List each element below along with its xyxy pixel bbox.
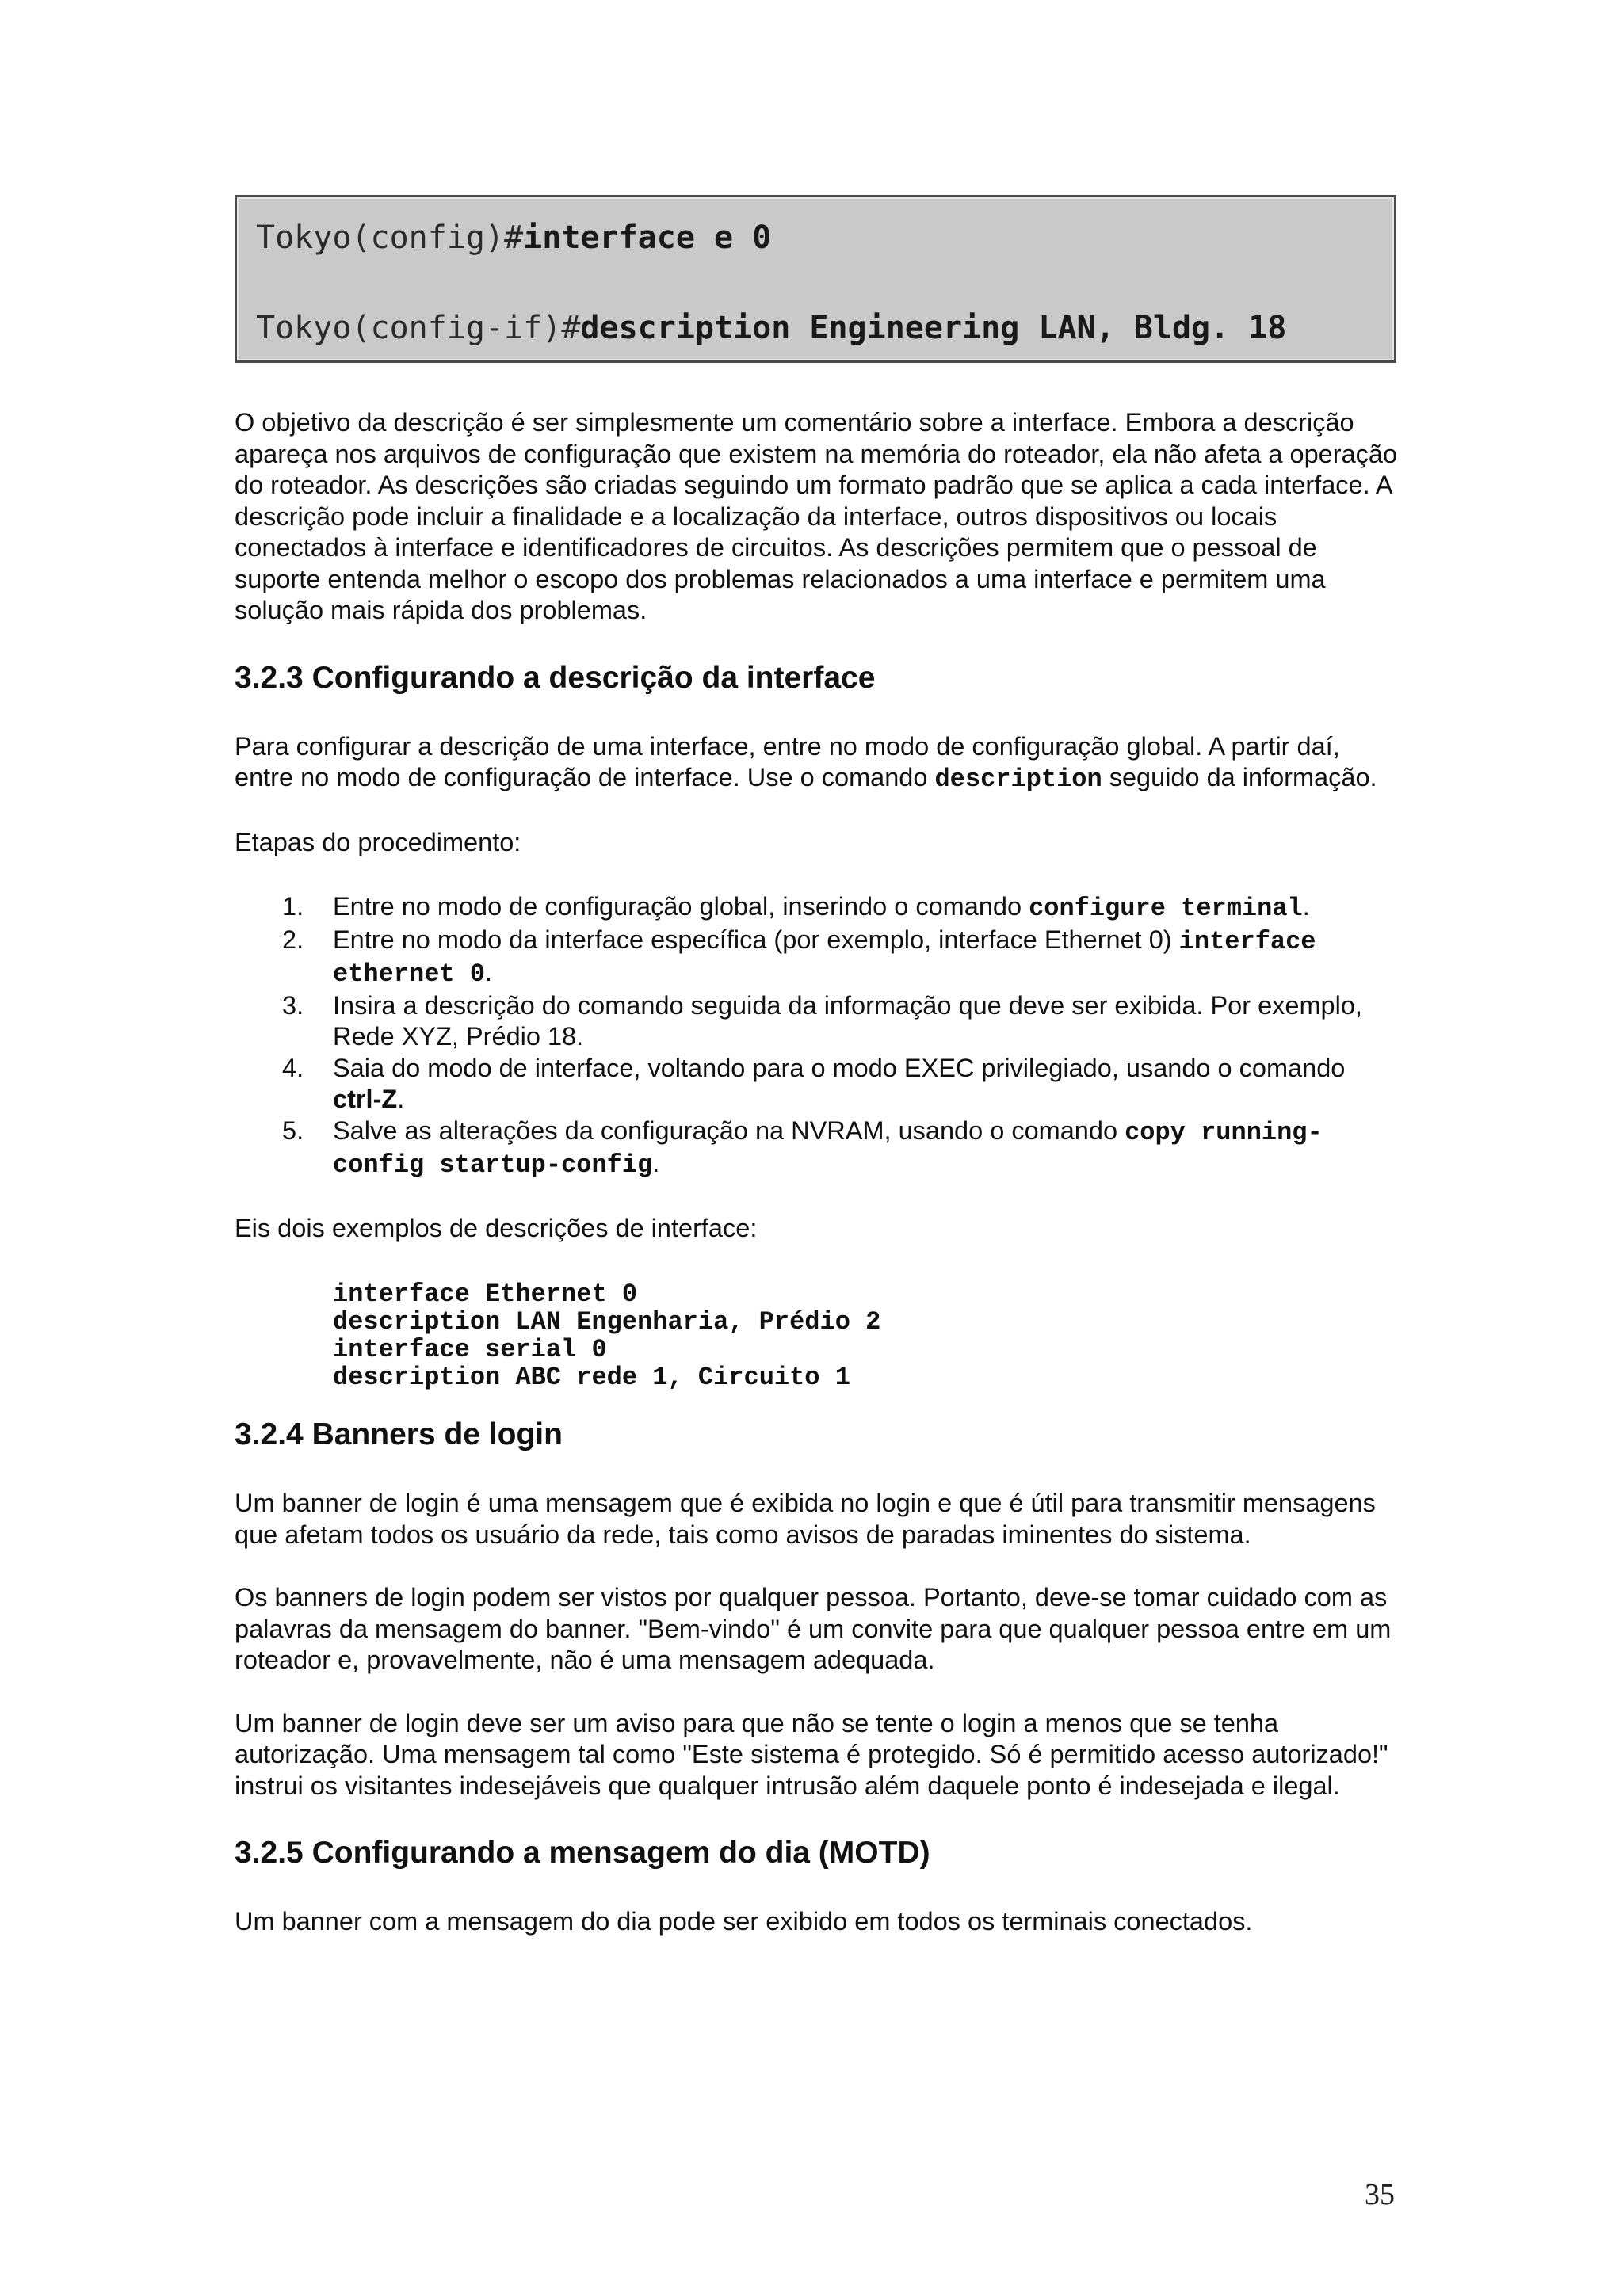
inline-command: description [934,765,1102,794]
section-heading-3-2-3: 3.2.3 Configurando a descrição da interface [235,660,876,695]
paragraph-banner-warning: Um banner de login deve ser um aviso para que não se tente o login a menos que se tenha autorização. Uma mensagem tal como "Este sistema é protegido. Só é permitido acesso autorizado!" instrui os visitantes indesejáveis que qualquer intrusão além daquele ponto é indesejada e ilegal. [235,1708,1388,1800]
list-item [235,1116,1400,1181]
code-line: description ABC rede 1, Circuito 1 [333,1363,850,1392]
step-number: 4. [282,1053,304,1082]
step-text: . [1302,892,1310,921]
console-line-2 [256,305,1375,351]
code-line: interface Ethernet 0 [333,1280,638,1309]
step-text: . [652,1149,660,1177]
console-command: description Engineering LAN, Bldg. 18 [580,310,1287,346]
console-example-box [235,195,1396,363]
step-number: 5. [282,1116,304,1145]
step-text: Entre no modo de configuração global, inserindo o comando [333,892,1029,921]
list-item [235,1053,1400,1116]
paragraph-configure-description [235,731,1400,795]
step-number: 2. [282,925,304,954]
procedure-steps-list [235,891,1400,1181]
section-heading-3-2-5: 3.2.5 Configurando a mensagem do dia (MOTD) [235,1836,930,1870]
inline-keystroke: ctrl-Z [333,1085,398,1113]
paragraph-text: Para configurar a descrição de uma interface, entre no modo de configuração global. A partir daí, entre no modo de configuração de interface. Use o comando [235,731,1340,791]
list-item [235,925,1400,990]
list-item [235,990,1400,1053]
section-heading-3-2-4: 3.2.4 Banners de login [235,1417,563,1451]
console-prompt: Tokyo(config)# [256,219,524,256]
step-text: . [485,958,493,986]
examples-intro: Eis dois exemplos de descrições de interface: [235,1213,758,1242]
step-number: 1. [282,892,304,921]
intro-paragraph: O objetivo da descrição é ser simplesmente um comentário sobre a interface. Embora a descrição apareça nos arquivos de configuração que existem na memória do roteador, ela não afeta a operação do roteador. As descrições são criadas seguindo um formato padrão que se aplica a cada interface. A descrição pode incluir a finalidade e a localização da interface, outros dispositivos ou locais conectados à interface e identificadores de circuitos. As descrições permitem que o pessoal de suporte entenda melhor o escopo dos problemas relacionados a uma interface e permitem uma solução mais rápida dos problemas. [235,408,1398,624]
code-line: description LAN Engenharia, Prédio 2 [333,1307,881,1337]
inline-command: configure terminal [1029,894,1303,923]
step-text: Saia do modo de interface, voltando para o modo EXEC privilegiado, usando o comando [333,1053,1346,1082]
code-line: interface serial 0 [333,1335,607,1364]
code-example-block [333,1280,1400,1391]
paragraph-banner-definition: Um banner de login é uma mensagem que é exibida no login e que é útil para transmitir mensagens que afetam todos os usuário da rede, tais como avisos de paradas iminentes do sistema. [235,1489,1376,1549]
paragraph-text: seguido da informação. [1102,763,1377,791]
document-page [235,195,1400,1938]
list-item [235,891,1400,925]
steps-intro: Etapas do procedimento: [235,827,521,856]
step-text: . [397,1085,405,1113]
step-text: Insira a descrição do comando seguida da informação que deve ser exibida. Por exemplo, Rede XYZ, Prédio 18. [333,990,1362,1051]
console-command: interface e 0 [523,219,772,256]
console-line-1 [256,215,1375,261]
inline-command: interface ethernet 0 [333,926,1316,989]
console-prompt: Tokyo(config-if)# [256,310,581,346]
step-text: Salve as alterações da configuração na NVRAM, usando o comando [333,1116,1125,1145]
paragraph-banner-caution: Os banners de login podem ser vistos por qualquer pessoa. Portanto, deve-se tomar cuidado com as palavras da mensagem do banner. "Bem-vindo" é um convite para que qualquer pessoa entre em um roteador e, provavelmente, não é uma mensagem adequada. [235,1583,1392,1674]
step-number: 3. [282,990,304,1020]
step-text: Entre no modo da interface específica (por exemplo, interface Ethernet 0) [333,925,1179,954]
paragraph-motd: Um banner com a mensagem do dia pode ser exibido em todos os terminais conectados. [235,1907,1253,1936]
inline-command: copy running-config startup-config [333,1117,1323,1180]
page-number: 35 [1365,2178,1395,2211]
